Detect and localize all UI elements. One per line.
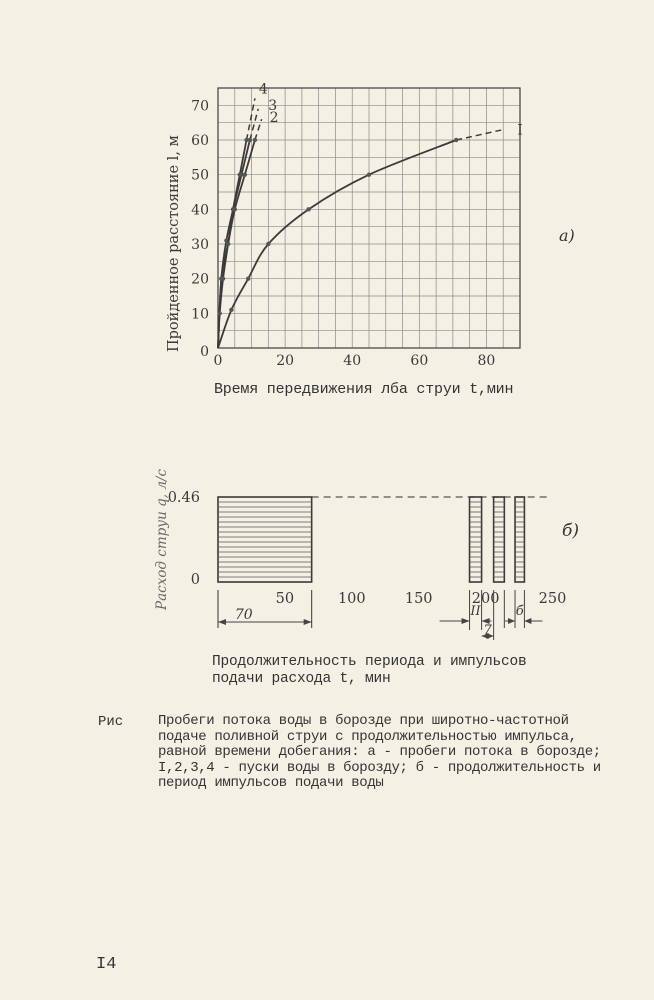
chart-a-ylabel: Пройденное расстояние l, м (166, 135, 182, 352)
x-tick-label: 20 (276, 353, 295, 369)
y-tick-label: 30 (191, 237, 209, 253)
panel-b-marker: б) (562, 521, 580, 541)
caption-label: Рис (98, 714, 124, 730)
data-point-4 (231, 207, 235, 211)
chart-a-series-labels (259, 81, 523, 138)
dim-label-b: б (515, 604, 524, 619)
data-point-2 (253, 138, 257, 142)
pulse-rect (218, 497, 312, 582)
series-extension-4 (247, 98, 255, 140)
dim-label-7: 7 (483, 623, 492, 638)
chart-b-xlabel-line2: подачи расхода t, мин (212, 671, 391, 687)
chart-a (0, 0, 654, 380)
dim-arrow (508, 618, 515, 624)
pulse-bar (515, 497, 524, 582)
x-tick-label: 40 (343, 353, 362, 369)
chart-b-xlabel (212, 654, 527, 688)
series-label-3: 3 (268, 97, 278, 114)
page-number: I4 (96, 955, 117, 974)
y-tick-label: 50 (191, 167, 209, 184)
data-point-I (246, 276, 250, 280)
data-point-4 (238, 172, 242, 176)
y-tick-label: 70 (191, 98, 209, 115)
data-point-I (266, 242, 270, 246)
dim-arrow (304, 619, 312, 625)
x-tick-label: 250 (538, 591, 567, 607)
data-point-4 (244, 138, 248, 142)
series-label-2: 2 (269, 110, 279, 127)
chart-b-ticks (168, 490, 567, 607)
x-tick-label: 0 (213, 353, 223, 369)
chart-b-xlabel-line1: Продолжительность периода и импульсов (212, 654, 527, 670)
data-point-4 (226, 242, 230, 246)
series-label-I: I (517, 122, 523, 139)
x-tick-label: 60 (410, 353, 429, 369)
x-tick-label: 80 (477, 353, 496, 369)
series-extension-I (456, 130, 503, 140)
pulse-rect (515, 497, 524, 582)
chart-b-ylabel: Расход струи q, л/с (154, 468, 170, 610)
dim-label-II: II (470, 604, 481, 619)
chart-a-ticks (191, 98, 495, 369)
dim-arrow (524, 618, 531, 624)
data-point-I (454, 138, 458, 142)
caption-text: Пробеги потока воды в борозде при широтно-частотной подаче поливной струи с продолжительностью импульса, равной времени добегания: а - пробеги потока в борозде; I,2,3,4 - пуски воды в борозду; б - продолжительность и период импульсов подачи воды (158, 713, 601, 791)
data-point-4 (217, 311, 221, 315)
pulse-bar (470, 497, 482, 582)
series-label-4: 4 (258, 81, 268, 98)
chart-a-grid (218, 88, 520, 348)
y-tick-label: 20 (191, 271, 209, 288)
y-tick-label: 10 (191, 306, 209, 323)
chart-b (0, 440, 654, 650)
data-point-I (306, 207, 310, 211)
chart-b-bars (218, 497, 548, 582)
chart-a-series (217, 98, 503, 348)
x-tick-label: 200 (471, 591, 500, 607)
data-point-4 (221, 276, 225, 280)
y-tick-label: 0 (190, 572, 200, 588)
data-point-I (367, 172, 371, 176)
pulse-bar (494, 497, 505, 582)
x-tick-label: 100 (337, 591, 366, 607)
pulse-rect (494, 497, 505, 582)
dim-arrow (462, 618, 470, 624)
y-tick-label: 0.46 (167, 490, 200, 506)
dim-arrow (218, 619, 226, 625)
pulse-bar (218, 497, 312, 582)
panel-a-marker: а) (559, 226, 575, 245)
y-tick-label: 60 (191, 133, 209, 149)
y-tick-label: 0 (200, 344, 209, 360)
chart-b-dimensions (218, 590, 542, 640)
x-tick-label: 150 (404, 591, 433, 607)
x-tick-label: 50 (275, 591, 295, 607)
chart-a-xlabel: Время передвижения лба струи t,мин (214, 381, 514, 398)
dim-label-70: 70 (234, 607, 253, 623)
pulse-rect (470, 497, 482, 582)
y-tick-label: 40 (191, 202, 209, 219)
data-point-I (229, 308, 233, 312)
